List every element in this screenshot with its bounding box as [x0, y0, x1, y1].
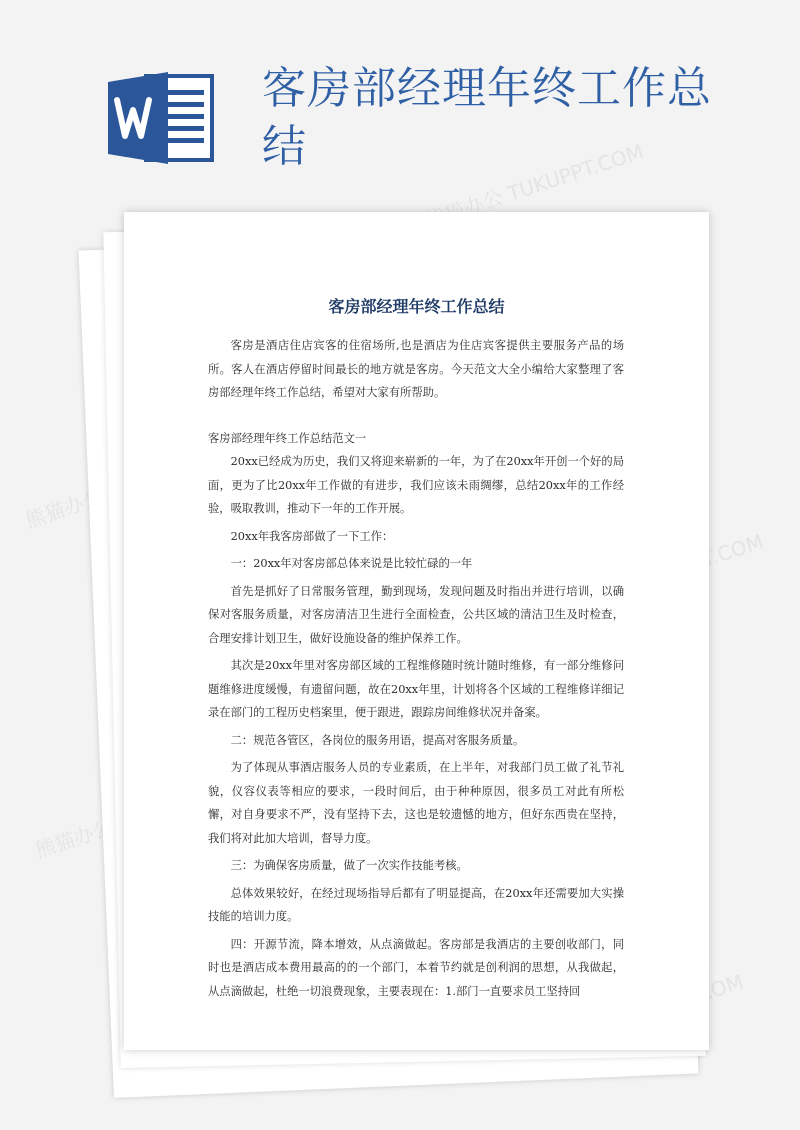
paragraph: 20xx已经成为历史，我们又将迎来崭新的一年，为了在20xx年开创一个好的局面，更为了比20xx年工作做的有进步，我们应该未雨绸缪，总结20xx年的工作经验，吸取教训，推动下一年的工作开展。: [208, 455, 624, 515]
paragraph: 四：开源节流，降本增效，从点滴做起。客房部是我酒店的主要创收部门，同时也是酒店成本费用最高的的一个部门，本着节约就是创利润的思想，从我做起，从点滴做起，杜绝一切浪费现象，主要表现在：1.部门一直要求员工坚持回: [208, 937, 624, 998]
watermark: 熊猫办公 TUKUPPT.COM: [422, 139, 647, 233]
document-page: [124, 212, 709, 1050]
paragraph: 首先是抓好了日常服务管理，勤到现场，发现问题及时指出并进行培训，以确保对客服务质量，对客房清洁卫生进行全面检查，公共区域的清洁卫生及时检查，合理安排计划卫生，做好设施设备的维护保养工作。: [208, 584, 624, 645]
paragraph: 二：规范各管区，各岗位的服务用语，提高对客服务质量。: [230, 733, 525, 747]
word-document-icon: [108, 72, 216, 164]
paragraph-intro: 客房是酒店住店宾客的住宿场所,也是酒店为住店宾客提供主要服务产品的场所。客人在酒店停留时间最长的地方就是客房。今天范文大全小编给大家整理了客房部经理年终工作总结，希望对大家有所帮助。: [208, 339, 624, 399]
paragraph: 其次是20xx年里对客房部区域的工程维修随时统计随时维修，有一部分维修问题维修进度缓慢，有遗留问题，故在20xx年里，计划将各个区域的工程维修详细记录在部门的工程历史档案里，便于跟进，跟踪房间维修状况并备案。: [208, 659, 624, 719]
document-title: 客房部经理年终工作总结: [328, 297, 505, 316]
paragraph: 一：20xx年对客房部总体来说是比较忙碌的一年: [230, 557, 473, 570]
paragraph: 三：为确保客房质量，做了一次实作技能考核。: [230, 859, 468, 872]
document-body: [208, 334, 624, 1003]
watermark: 熊猫办公: [22, 484, 106, 533]
page-title: 客房部经理年终工作总结: [262, 63, 712, 172]
watermark: 熊猫办公: [32, 814, 116, 863]
paragraph: 为了体现从事酒店服务人员的专业素质，在上半年，对我部门员工做了礼节礼貌，仪容仪表等相应的要求，一段时间后，由于种种原因，很多员工对此有所松懈，对自身要求不严，没有坚持下去，这也是较遗憾的地方，但好东西贵在坚持，我们将对此加大培训，督导力度。: [208, 761, 624, 845]
paragraph: 20xx年我客房部做了一下工作：: [230, 529, 394, 543]
paragraph: 总体效果较好，在经过现场指导后都有了明显提高，在20xx年还需要加大实操技能的培训力度。: [208, 886, 624, 923]
section-heading: 客房部经理年终工作总结范文一: [208, 431, 367, 445]
